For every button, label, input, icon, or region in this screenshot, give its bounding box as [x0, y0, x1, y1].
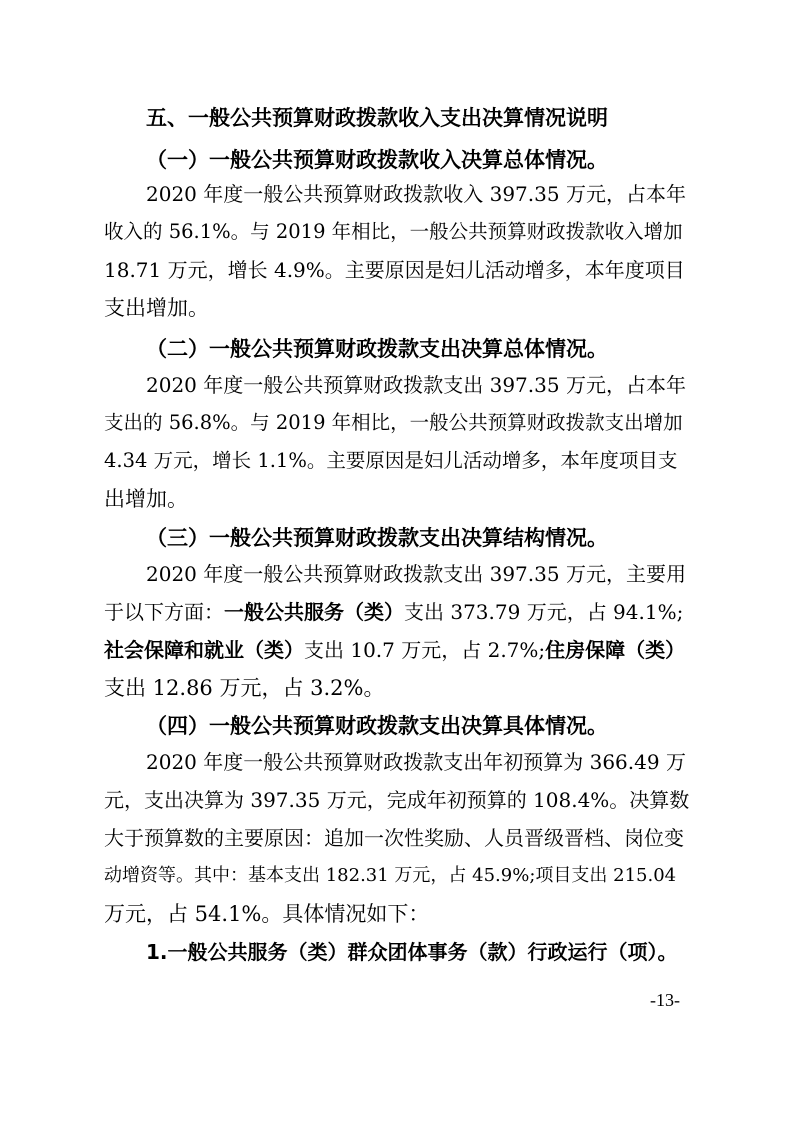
para-4-line-1: 2020 年度一般公共预算财政拨款支出年初预算为 366.49 万 [146, 750, 686, 774]
para-4-line-5: 万元，占 54.1%。具体情况如下： [104, 902, 430, 926]
heading-1: （一）一般公共预算财政拨款收入决算总体情况。 [146, 148, 608, 172]
page-number: -13- [650, 990, 680, 1010]
category-general-public-services: 一般公共服务（类） [224, 600, 404, 624]
para-1-line-4: 支出增加。 [104, 296, 209, 320]
para-3-line-3 [104, 635, 685, 665]
para-3-line-2 [104, 597, 683, 627]
para-1-line-3: 18.71 万元，增长 4.9%。主要原因是妇儿活动增多，本年度项目 [104, 258, 685, 282]
para-3-line-3-mid: 支出 10.7 万元，占 2.7%; [304, 638, 546, 662]
heading-3: （三）一般公共预算财政拨款支出决算结构情况。 [146, 526, 608, 550]
para-2-line-1: 2020 年度一般公共预算财政拨款支出 397.35 万元，占本年 [146, 373, 686, 397]
para-4-line-2: 元，支出决算为 397.35 万元，完成年初预算的 108.4%。决算数 [104, 788, 690, 812]
para-2-line-3: 4.34 万元，增长 1.1%。主要原因是妇儿活动增多，本年度项目支 [104, 449, 678, 472]
para-3-line-4: 支出 12.86 万元，占 3.2%。 [104, 676, 385, 700]
category-social-security: 社会保障和就业（类） [104, 638, 304, 662]
para-4-line-4: 动增资等。其中：基本支出 182.31 万元，占 45.9%;项目支出 215.04 [104, 865, 677, 886]
para-3-line-2-lead: 于以下方面： [104, 600, 224, 624]
section-title: 五、一般公共预算财政拨款收入支出决算情况说明 [146, 106, 608, 130]
para-2-line-4: 出增加。 [104, 487, 188, 511]
para-1-line-2: 收入的 56.1%。与 2019 年相比，一般公共预算财政拨款收入增加 [104, 220, 683, 243]
para-2-line-2: 支出的 56.8%。与 2019 年相比，一般公共预算财政拨款支出增加 [104, 411, 683, 434]
para-4-line-3: 大于预算数的主要原因：追加一次性奖励、人员晋级晋档、岗位变 [104, 826, 684, 850]
heading-4: （四）一般公共预算财政拨款支出决算具体情况。 [146, 714, 608, 738]
item-1 [146, 937, 678, 967]
heading-2: （二）一般公共预算财政拨款支出决算总体情况。 [146, 337, 608, 361]
para-3-line-1: 2020 年度一般公共预算财政拨款支出 397.35 万元，主要用 [146, 562, 686, 586]
para-1-line-1: 2020 年度一般公共预算财政拨款收入 397.35 万元，占本年 [146, 182, 686, 206]
item-1-text: 1.一般公共服务（类）群众团体事务（款）行政运行（项）。 [146, 940, 678, 964]
para-3-line-2-tail: 支出 373.79 万元，占 94.1%; [404, 600, 684, 624]
category-housing-security: 住房保障（类） [545, 638, 686, 662]
